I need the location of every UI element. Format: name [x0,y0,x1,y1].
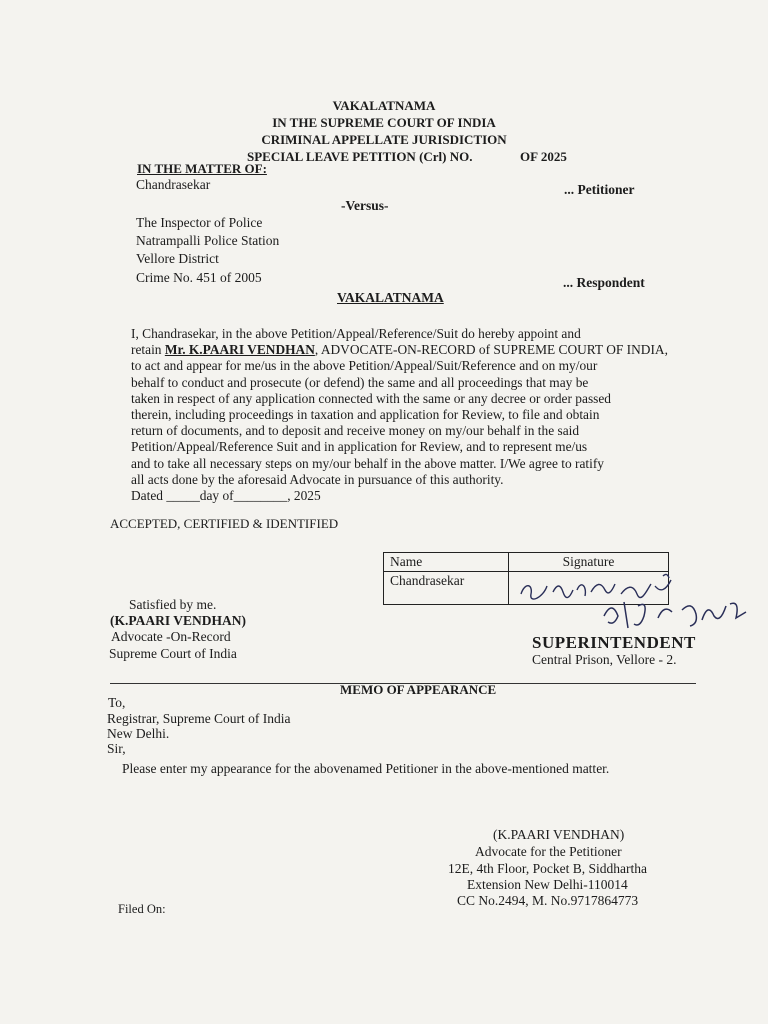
table-cell-name: Chandrasekar [384,572,509,605]
body-line: Petition/Appeal/Reference Suit and in application for Review, and to represent me/us [131,439,588,455]
memo-address-line: Registrar, Supreme Court of India [107,711,291,726]
body-line [131,342,683,358]
table-header-signature: Signature [509,553,669,572]
petitioner-name: Chandrasekar [136,177,211,192]
body-text: retain [131,342,165,358]
stamp-place: Central Prison, Vellore - 2. [532,652,677,667]
petition-year: OF 2025 [520,149,567,164]
memo-address-line: New Delhi. [107,726,170,741]
advocate-name-inline: Mr. K.PAARI VENDHAN [164,342,315,358]
matter-heading: IN THE MATTER OF: [137,161,267,176]
petitioner-role: ... Petitioner [564,182,635,197]
body-line: therein, including proceedings in taxation and application for Review, to file and obtain [131,407,600,423]
petition-number: SPECIAL LEAVE PETITION (Crl) NO. [247,149,473,164]
filed-on-label: Filed On: [118,902,166,916]
body-line: behalf to conduct and prosecute (or defend) the same and all proceedings that may be [131,374,589,390]
vakalatnama-body [131,326,683,504]
body-line: return of documents, and to deposit and receive money on my/our behalf in the said [131,423,580,439]
versus-label: -Versus- [341,198,389,213]
table-header-row [384,553,669,572]
court-name: IN THE SUPREME COURT OF INDIA [272,115,496,130]
body-line: to act and appear for me/us in the above Petition/Appeal/Suit/Reference and on my/our [131,358,598,374]
body-line: all acts done by the aforesaid Advocate in pursuance of this authority. [131,471,504,487]
respondent-role: ... Respondent [563,275,645,290]
respondent-line: Vellore District [136,251,219,266]
stamp-title: SUPERINTENDENT [532,633,696,652]
body-text: , ADVOCATE-ON-RECORD of SUPREME COURT OF INDIA, [314,342,668,358]
footer-role: Advocate for the Petitioner [475,844,622,859]
dated-line: Dated _____day of________, 2025 [131,488,321,504]
satisfied-text: Satisfied by me. [129,597,217,612]
vakalatnama-heading: VAKALATNAMA [337,290,444,305]
footer-address-line: 12E, 4th Floor, Pocket B, Siddhartha [448,861,647,876]
body-line: taken in respect of any application connected with the same or any decree or order passed [131,390,612,406]
doc-title: VAKALATNAMA [332,98,436,113]
advocate-name: (K.PAARI VENDHAN) [110,613,246,628]
body-line: and to take all necessary steps on my/our behalf in the above matter. I/We agree to ratify [131,455,604,471]
memo-salutation: Sir, [107,741,126,756]
memo-heading: MEMO OF APPEARANCE [340,682,497,697]
memo-to: To, [108,695,126,710]
footer-contact: CC No.2494, M. No.9717864773 [457,893,639,908]
respondent-line: Crime No. 451 of 2005 [136,270,262,285]
table-header-name: Name [384,553,509,572]
advocate-role: Advocate -On-Record [111,629,231,644]
footer-address-line: Extension New Delhi-110014 [467,877,628,892]
memo-body: Please enter my appearance for the abovenamed Petitioner in the above-mentioned matter. [122,761,610,776]
respondent-line: Natrampalli Police Station [136,233,280,248]
footer-name: (K.PAARI VENDHAN) [493,827,625,842]
advocate-court: Supreme Court of India [109,646,237,661]
accepted-label: ACCEPTED, CERTIFIED & IDENTIFIED [110,516,339,531]
body-line: I, Chandrasekar, in the above Petition/Appeal/Reference/Suit do hereby appoint and [131,326,581,341]
respondent-line: The Inspector of Police [136,215,263,230]
jurisdiction: CRIMINAL APPELLATE JURISDICTION [261,132,507,147]
